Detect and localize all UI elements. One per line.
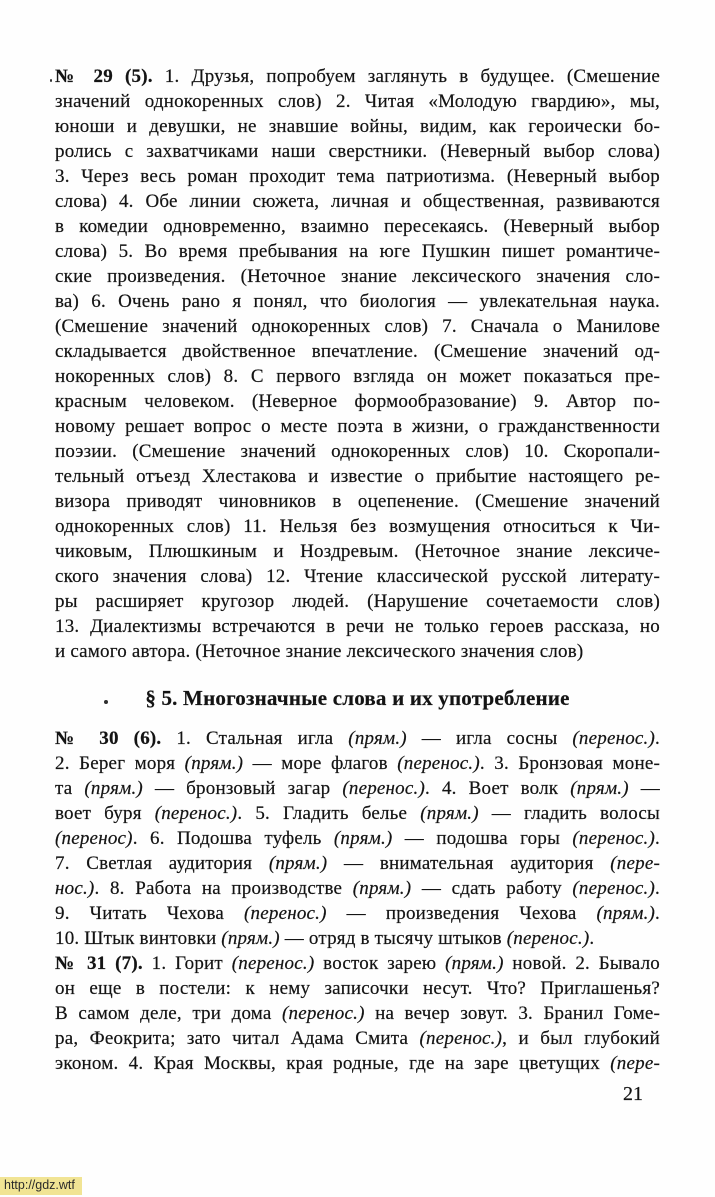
text-segment: ские произведения. (Неточное знание лексического значения сло-: [55, 266, 660, 287]
exercise-29-paragraph: [55, 64, 660, 664]
text-segment: . 6. Подошва туфель: [132, 828, 334, 849]
text-line: [55, 826, 660, 851]
text-segment: визора приводят чиновников в оцепенение. (Смешение значений: [55, 491, 660, 512]
text-segment: однокоренных слов) 11. Нельзя без возмущения относиться к Чи-: [55, 516, 660, 537]
text-line: [55, 564, 660, 589]
text-segment: 1. Друзья, попробуем заглянуть в будущее. (Смешение: [152, 66, 660, 87]
text-segment: та: [55, 778, 85, 799]
text-segment: . 3. Бронзовая моне-: [479, 753, 660, 774]
text-line: [55, 414, 660, 439]
text-segment: (прям.): [268, 853, 328, 874]
text-segment: 1. Стальная игла: [161, 728, 349, 749]
text-segment: . 4. Воет волк: [424, 778, 571, 799]
text-line: [55, 851, 660, 876]
page-content: [55, 64, 660, 1076]
text-segment: (перенос.): [506, 928, 590, 949]
text-line: [55, 726, 660, 751]
text-segment: ского значения слова) 12. Чтение классической русской литерату-: [55, 566, 660, 587]
text-segment: — море флагов: [243, 753, 398, 774]
text-line: [55, 976, 660, 1001]
text-segment: (перенос.): [244, 903, 327, 924]
text-segment: 10. Штык винтовки: [55, 928, 222, 949]
text-segment: эконом. 4. Края Москвы, края родные, где на заре цветущих: [55, 1053, 611, 1074]
text-segment: ва) 6. Очень рано я понял, что биология — увлекательная наука.: [55, 291, 660, 312]
text-segment: (перенос.): [154, 803, 238, 824]
text-line: [55, 264, 660, 289]
text-segment: — игла сосны: [406, 728, 573, 749]
text-segment: (перенос): [55, 828, 133, 849]
text-line: [55, 239, 660, 264]
text-line: [55, 1001, 660, 1026]
text-segment: (перенос.): [572, 728, 656, 749]
text-segment: складывается двойственное впечатление. (Смешение значений од-: [55, 341, 660, 362]
text-segment: — отряд в тысячу штыков: [279, 928, 507, 949]
scan-speck: [50, 79, 52, 82]
text-segment: 2. Берег моря: [55, 753, 185, 774]
text-line: [55, 464, 660, 489]
text-segment: . 5. Гладить белье: [237, 803, 421, 824]
text-segment: поэзии. (Смешение значений однокоренных слов) 10. Скоропали-: [55, 441, 660, 462]
text-segment: и самого автора. (Неточное знание лексического значения слов): [55, 641, 584, 662]
text-segment: .: [655, 828, 660, 849]
text-segment: В самом деле, три дома: [55, 1003, 282, 1024]
text-segment: значений однокоренных слов) 2. Читая «Молодую гвардию», мы,: [55, 91, 660, 112]
text-line: [55, 539, 660, 564]
text-line: [55, 189, 660, 214]
text-segment: в комедии одновременно, взаимно пересекаясь. (Неверный выбор: [55, 216, 660, 237]
text-segment: (прям.): [333, 828, 393, 849]
text-segment: № 31 (7).: [55, 953, 143, 974]
text-segment: слова) 5. Во время пребывания на юге Пушкин пишет романтиче-: [55, 241, 660, 262]
text-segment: (перенос.): [397, 753, 480, 774]
text-segment: (перенос.): [572, 878, 656, 899]
text-segment: —: [628, 778, 660, 799]
text-segment: (перенос.): [281, 1003, 365, 1024]
text-line: [55, 514, 660, 539]
text-segment: — подошва горы: [392, 828, 573, 849]
text-line: [55, 801, 660, 826]
text-segment: ра, Феокрита; зато читал Адама Смита: [55, 1028, 420, 1049]
text-segment: 13. Диалектизмы встречаются в речи не только героев рассказа, но: [55, 616, 660, 637]
text-segment: на вечер зовут. 3. Бранил Гоме-: [364, 1003, 661, 1024]
text-line: [55, 876, 660, 901]
text-segment: .: [589, 928, 595, 949]
text-line: [55, 751, 660, 776]
text-segment: (прям.): [570, 778, 629, 799]
text-segment: (прям.): [420, 803, 479, 824]
text-segment: — сдать работу: [411, 878, 573, 899]
text-segment: ролись с захватчиками наши сверстники. (Неверный выбор слова): [55, 141, 660, 162]
exercise-31-paragraph: [55, 951, 660, 1076]
text-segment: нокоренных слов) 8. С первого взгляда он может показаться пре-: [55, 366, 660, 387]
text-segment: (прям.): [221, 928, 280, 949]
text-line: [55, 489, 660, 514]
text-line: [55, 164, 660, 189]
text-segment: (прям.): [352, 878, 412, 899]
text-segment: восток зарею: [314, 953, 446, 974]
text-segment: .: [655, 878, 660, 899]
text-segment: 3. Через весь роман проходит тема патриотизма. (Неверный выбор: [55, 166, 660, 187]
text-segment: , и был глубокий: [502, 1028, 660, 1049]
text-segment: ры расширяет кругозор людей. (Нарушение сочетаемости слов): [55, 591, 660, 612]
text-segment: . 8. Работа на производстве: [94, 878, 353, 899]
text-line: [55, 589, 660, 614]
text-segment: (пере-: [610, 1053, 660, 1074]
text-line: [55, 1051, 660, 1076]
text-segment: новой. 2. Бывало: [503, 953, 660, 974]
text-segment: 1. Горит: [142, 953, 232, 974]
text-segment: № 29 (5).: [55, 66, 153, 87]
text-segment: — бронзовый загар: [142, 778, 343, 799]
text-line: [55, 614, 660, 639]
text-line: [55, 314, 660, 339]
text-segment: (перенос.): [419, 1028, 503, 1049]
text-segment: (перенос.): [231, 953, 315, 974]
text-segment: .: [655, 728, 660, 749]
text-line: [55, 89, 660, 114]
scan-speck: [104, 700, 108, 704]
text-segment: юноши и девушки, не знавшие войны, видим, как героически бо-: [55, 116, 660, 137]
text-segment: чиковым, Плюшкиным и Ноздревым. (Неточное знание лексиче-: [55, 541, 660, 562]
watermark-link[interactable]: http://gdz.wtf: [0, 1177, 82, 1195]
text-segment: новому решает вопрос о месте поэта в жизни, о гражданственности: [55, 416, 660, 437]
text-segment: красным человеком. (Неверное формообразование) 9. Автор по-: [55, 391, 660, 412]
text-segment: он еще в постели: к нему записочки несут. Что? Приглашенья?: [55, 978, 660, 999]
page-number: 21: [623, 1083, 643, 1105]
text-segment: — внимательная аудитория: [327, 853, 611, 874]
text-segment: 7. Светлая аудитория: [55, 853, 269, 874]
text-segment: (прям.): [445, 953, 504, 974]
text-line: [55, 139, 660, 164]
text-line: [55, 389, 660, 414]
text-segment: — гладить волосы: [478, 803, 660, 824]
text-segment: нос.): [55, 878, 95, 899]
text-segment: .: [655, 903, 660, 924]
text-segment: № 30 (6).: [55, 728, 162, 749]
text-segment: тельный отъезд Хлестакова и известие о прибытие настоящего ре-: [55, 466, 660, 487]
text-segment: (перенос.): [342, 778, 425, 799]
text-line: [55, 1026, 660, 1051]
text-line: [55, 339, 660, 364]
text-line: [55, 214, 660, 239]
text-segment: (прям.): [596, 903, 656, 924]
text-segment: слова) 4. Обе линии сюжета, личная и общественная, развиваются: [55, 191, 660, 212]
text-segment: воет буря: [55, 803, 155, 824]
text-line: [55, 951, 660, 976]
text-line: [55, 901, 660, 926]
exercise-30-paragraph: [55, 726, 660, 951]
text-line: [55, 289, 660, 314]
text-segment: — произведения Чехова: [326, 903, 597, 924]
text-segment: (прям.): [348, 728, 407, 749]
text-line: [55, 439, 660, 464]
text-line: [55, 64, 660, 89]
text-line: [55, 926, 660, 951]
text-segment: 9. Читать Чехова: [55, 903, 245, 924]
text-line: [55, 114, 660, 139]
text-segment: (перенос.): [572, 828, 656, 849]
text-line: [55, 639, 660, 664]
text-segment: (Смешение значений однокоренных слов) 7. Сначала о Манилове: [55, 316, 660, 337]
text-segment: (прям.): [184, 753, 244, 774]
text-segment: (прям.): [84, 778, 143, 799]
text-line: [55, 776, 660, 801]
section-heading: § 5. Многозначные слова и их употребление: [145, 686, 570, 710]
text-line: [55, 364, 660, 389]
text-segment: (пере-: [610, 853, 660, 874]
